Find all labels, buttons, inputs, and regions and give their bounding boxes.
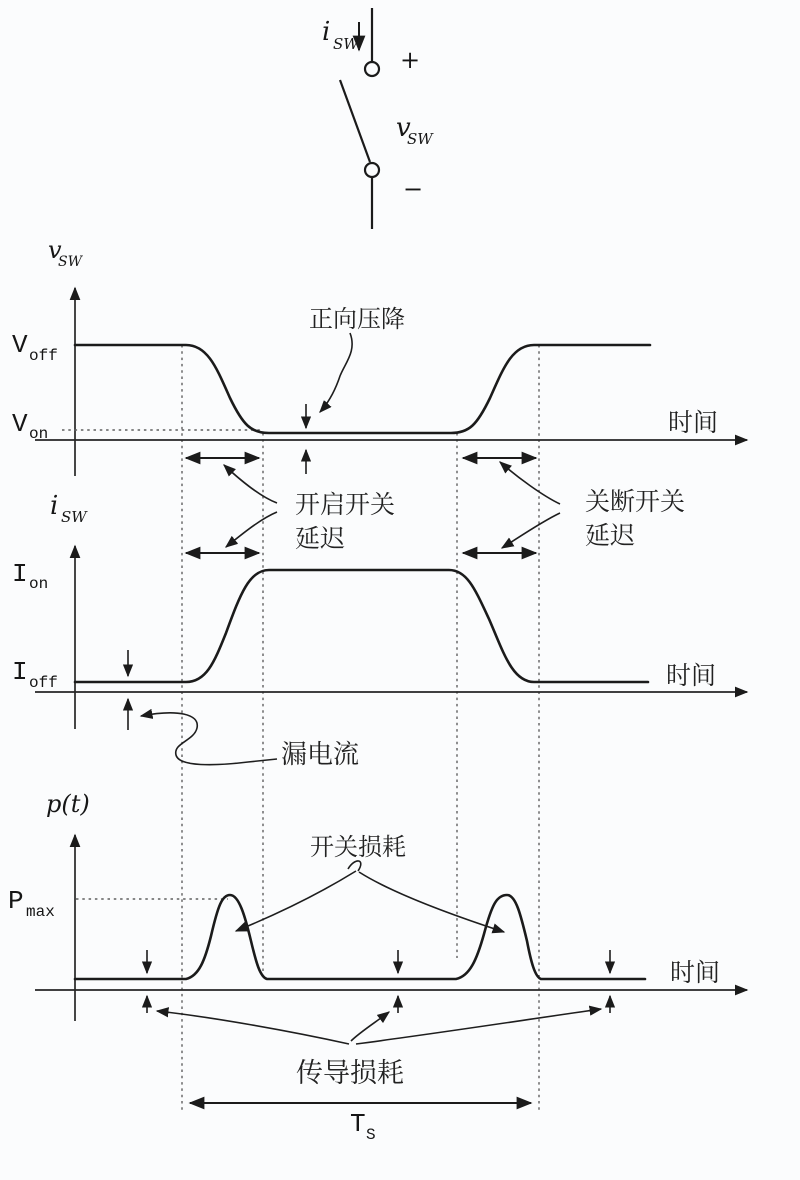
switch-blade — [340, 80, 370, 162]
voltage-plot — [12, 236, 747, 476]
turn-on-delay-label-line1: 开启开关 — [295, 492, 396, 519]
conduction-loss-leader-middle — [351, 1012, 389, 1041]
current-time-label: 时间 — [666, 663, 717, 690]
current-axis-subscript: SW — [61, 508, 87, 526]
voff-label: V — [12, 330, 28, 360]
turn-on-leader-bottom — [226, 512, 277, 547]
power-waveform — [75, 895, 645, 979]
forward-drop-leader — [320, 333, 352, 412]
switch-voltage-subscript: SW — [407, 130, 433, 148]
switching-loss-label: 开关损耗 — [310, 835, 406, 861]
switch-current-label: i — [322, 17, 331, 47]
minus-sign: − — [403, 175, 424, 203]
vsw-waveform — [75, 345, 650, 433]
conduction-loss-leader-right — [356, 1009, 601, 1044]
leakage-label: 漏电流 — [281, 740, 360, 769]
ion-label: I — [12, 559, 28, 589]
von-label: V — [12, 409, 28, 439]
switch-voltage-label: v — [396, 113, 411, 143]
current-plot — [12, 491, 747, 769]
power-axis-label: p(t) — [46, 790, 90, 818]
von-subscript: on — [29, 425, 49, 443]
turn-on-delay-label-line2: 延迟 — [295, 526, 346, 553]
voltage-time-label: 时间 — [668, 410, 719, 437]
switching-loss-leader-right — [359, 872, 504, 932]
current-axis-label: i — [50, 491, 59, 521]
ion-subscript: on — [29, 575, 49, 593]
switching-loss-fork-curl — [348, 861, 361, 871]
isw-waveform — [75, 570, 648, 682]
conduction-loss-label: 传导损耗 — [296, 1058, 404, 1088]
period-subscript: S — [366, 1126, 376, 1144]
turn-off-leader-bottom — [502, 513, 560, 548]
leakage-leader — [141, 713, 277, 765]
switch-current-subscript: SW — [333, 35, 359, 53]
ioff-subscript: off — [29, 674, 58, 692]
plus-sign: + — [400, 46, 421, 74]
switch-symbol — [322, 8, 434, 229]
turn-off-leader-top — [500, 462, 560, 504]
conduction-loss-leader-left — [157, 1011, 349, 1044]
switch-top-terminal — [365, 62, 379, 76]
voff-subscript: off — [29, 347, 58, 365]
power-plot — [8, 790, 747, 1144]
power-time-label: 时间 — [670, 960, 721, 987]
pmax-label: P — [8, 886, 24, 916]
switch-bottom-terminal — [365, 163, 379, 177]
turn-on-leader-top — [224, 465, 277, 503]
turn-off-delay-label-line2: 延迟 — [585, 523, 636, 550]
switching-loss-leader-left — [236, 871, 356, 931]
dotted-time-guides — [182, 345, 539, 1112]
period-label: T — [350, 1109, 366, 1139]
pmax-subscript: max — [26, 903, 55, 921]
ioff-label: I — [12, 657, 28, 687]
delay-annotations — [186, 458, 685, 553]
forward-drop-label: 正向压降 — [309, 307, 405, 333]
voltage-axis-label: v — [48, 236, 62, 264]
voltage-axis-subscript: SW — [58, 254, 82, 270]
turn-off-delay-label-line1: 关断开关 — [585, 489, 686, 516]
